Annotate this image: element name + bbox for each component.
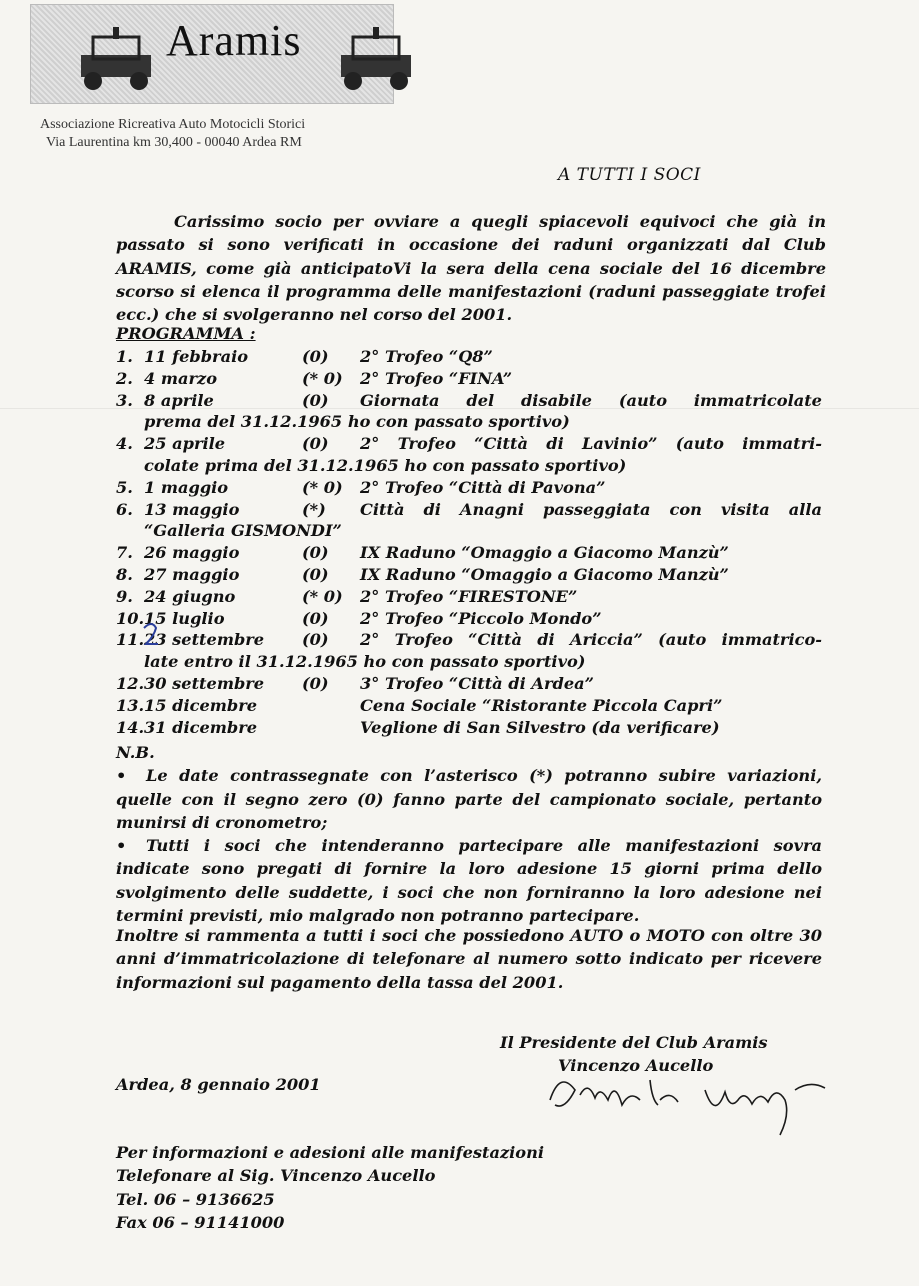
program-item-number: 4.	[116, 434, 133, 454]
program-item	[116, 695, 822, 717]
program-item	[116, 673, 822, 695]
program-item-code: (0)	[302, 564, 329, 584]
program-title: PROGRAMMA :	[116, 324, 256, 343]
program-item-code: (* 0)	[302, 477, 343, 497]
vintage-car-left-icon	[71, 25, 161, 95]
program-item	[116, 717, 822, 739]
closing-paragraph: Inoltre si rammenta a tutti i soci che possiedono AUTO o MOTO con oltre 30 anni d’immatricolazione di telefonare al numero sotto indicato per ricevere informazioni sul pagamento della tassa del 2001.	[116, 926, 822, 992]
program-item-date: 15 dicembre	[144, 695, 258, 715]
program-item-number: 1.	[116, 347, 133, 366]
program-item	[116, 542, 822, 564]
program-item-date: 25 aprile	[144, 434, 226, 454]
program-item-date: 8 aprile	[144, 390, 214, 410]
association-address: Via Laurentina km 30,400 - 00040 Ardea RM	[46, 135, 302, 150]
program-item	[116, 390, 822, 412]
pen-correction-mark	[140, 620, 164, 650]
contact-phone: Tel. 06 – 9136625	[116, 1189, 275, 1209]
program-item-number: 13.	[116, 695, 145, 715]
place-date: Ardea, 8 gennaio 2001	[116, 1075, 321, 1094]
program-item-number: 11.	[116, 630, 145, 650]
program-item-code: (0)	[302, 543, 329, 563]
note-bullet: • Le date contrassegnate con l’asterisco (*) potranno subire variazioni, quelle con il segno zero (0) fanno parte del campionato sociale, pertanto munirsi di cronometro;	[116, 766, 822, 832]
bullet-icon: •	[116, 836, 127, 856]
program-item-date: 30 settembre	[144, 673, 265, 693]
contact-line2: Telefonare al Sig. Vincenzo Aucello	[116, 1166, 436, 1186]
nb-label: N.B.	[116, 743, 155, 762]
program-item-code: (0)	[302, 608, 329, 628]
contact-line1: Per informazioni e adesioni alle manifestazioni	[116, 1143, 545, 1162]
handwritten-signature	[540, 1060, 840, 1140]
program-item-date: 31 dicembre	[144, 717, 258, 737]
program-item-date: 4 marzo	[144, 368, 218, 388]
program-item-event: IX Raduno “Omaggio a Giacomo Manzù”	[360, 564, 729, 584]
program-item-number: 5.	[116, 477, 133, 497]
program-item-date: 27 maggio	[144, 564, 240, 584]
letter-heading: A TUTTI I SOCI	[558, 165, 701, 185]
program-item-continuation: “Galleria GISMONDI”	[144, 521, 342, 541]
program-item	[116, 499, 822, 521]
program-item-continuation: late entro il 31.12.1965 ho con passato sportivo)	[144, 652, 586, 672]
program-item-event: 2° Trofeo “Città di Lavinio” (auto immatri-	[360, 434, 822, 454]
program-item-number: 12.	[116, 673, 145, 693]
program-item-number: 10.	[116, 608, 145, 628]
intro-paragraph: Carissimo socio per ovviare a quegli spiacevoli equivoci che già in passato si sono verificati in occasione dei raduni organizzati dal Club ARAMIS, come già anticipatoVi la sera della cena sociale del 16 dicembre scorso si elenca il programma delle manifestazioni (raduni passeggiate trofei ecc.) che si svolgeranno nel corso del 2001.	[116, 212, 826, 325]
association-info	[40, 116, 305, 152]
program-item-event: Veglione di San Silvestro (da verificare)	[360, 717, 720, 737]
program-item-code: (0)	[302, 434, 329, 454]
program-item-number: 3.	[116, 390, 133, 410]
program-item	[116, 629, 822, 651]
program-item	[116, 477, 822, 499]
program-item-code: (0)	[302, 390, 329, 410]
program-item-number: 8.	[116, 564, 133, 584]
program-list	[116, 346, 822, 738]
program-item-date: 11 febbraio	[144, 347, 249, 366]
program-item-code: (* 0)	[302, 586, 343, 606]
program-item-date: 26 maggio	[144, 543, 240, 563]
program-item-date: 1 maggio	[144, 477, 229, 497]
program-item-event: 3° Trofeo “Città di Ardea”	[360, 673, 594, 693]
program-item-date: 23 settembre	[144, 630, 265, 650]
association-name: Associazione Ricreativa Auto Motocicli Storici	[40, 117, 306, 132]
program-item-code: (* 0)	[302, 368, 343, 388]
program-item-code: (0)	[302, 347, 329, 366]
program-item-event: 2° Trofeo “Piccolo Mondo”	[360, 608, 602, 628]
program-item-event: 2° Trofeo “FINA”	[360, 368, 513, 388]
program-item	[116, 368, 822, 390]
president-title: Il Presidente del Club Aramis	[500, 1033, 768, 1052]
program-item-date: 15 luglio	[144, 608, 225, 628]
program-item-code: (0)	[302, 630, 329, 650]
program-item-event: Città di Anagni passeggiata con visita alla	[360, 499, 822, 519]
program-item-event: 2° Trofeo “FIRESTONE”	[360, 586, 578, 606]
club-logo	[30, 4, 394, 104]
program-item	[116, 564, 822, 586]
program-item-event: 2° Trofeo “Città di Ariccia” (auto immatrico-	[360, 630, 822, 650]
program-item-continuation: prema del 31.12.1965 ho con passato sportivo)	[144, 412, 570, 432]
bullet-icon: •	[116, 766, 127, 786]
program-item-continuation: colate prima del 31.12.1965 ho con passato sportivo)	[144, 455, 627, 475]
program-item-number: 14.	[116, 717, 145, 737]
program-item-code: (0)	[302, 673, 329, 693]
program-item-event: 2° Trofeo “Città di Pavona”	[360, 477, 606, 497]
program-item-event: IX Raduno “Omaggio a Giacomo Manzù”	[360, 543, 729, 563]
contact-fax: Fax 06 – 91141000	[116, 1212, 285, 1232]
program-item	[116, 433, 822, 455]
program-item	[116, 346, 822, 368]
program-item	[116, 608, 822, 630]
program-item-event: Giornata del disabile (auto immatricolate	[360, 390, 822, 410]
vintage-car-right-icon	[331, 25, 421, 95]
program-item-code: (*)	[302, 499, 326, 519]
president-name: Vincenzo Aucello	[558, 1056, 714, 1075]
contact-block	[116, 1141, 544, 1234]
program-item-event: 2° Trofeo “Q8”	[360, 347, 493, 366]
program-item-number: 2.	[116, 368, 133, 388]
note-bullet: • Tutti i soci che intenderanno partecipare alle manifestazioni sovra indicate sono pregati di fornire la loro adesione 15 giorni prima dello svolgimento delle suddette, i soci che non forniranno la loro adesione nei termini previsti, mio malgrado non potranno partecipare.	[116, 836, 822, 926]
program-item-number: 9.	[116, 586, 133, 606]
program-item-event: Cena Sociale “Ristorante Piccola Capri”	[360, 695, 723, 715]
program-item-number: 7.	[116, 543, 133, 563]
program-item-number: 6.	[116, 499, 133, 519]
program-item-date: 24 giugno	[144, 586, 236, 606]
program-item	[116, 586, 822, 608]
notes-section	[116, 741, 822, 927]
program-item-date: 13 maggio	[144, 499, 240, 519]
logo-wordmark: Aramis	[166, 16, 302, 65]
